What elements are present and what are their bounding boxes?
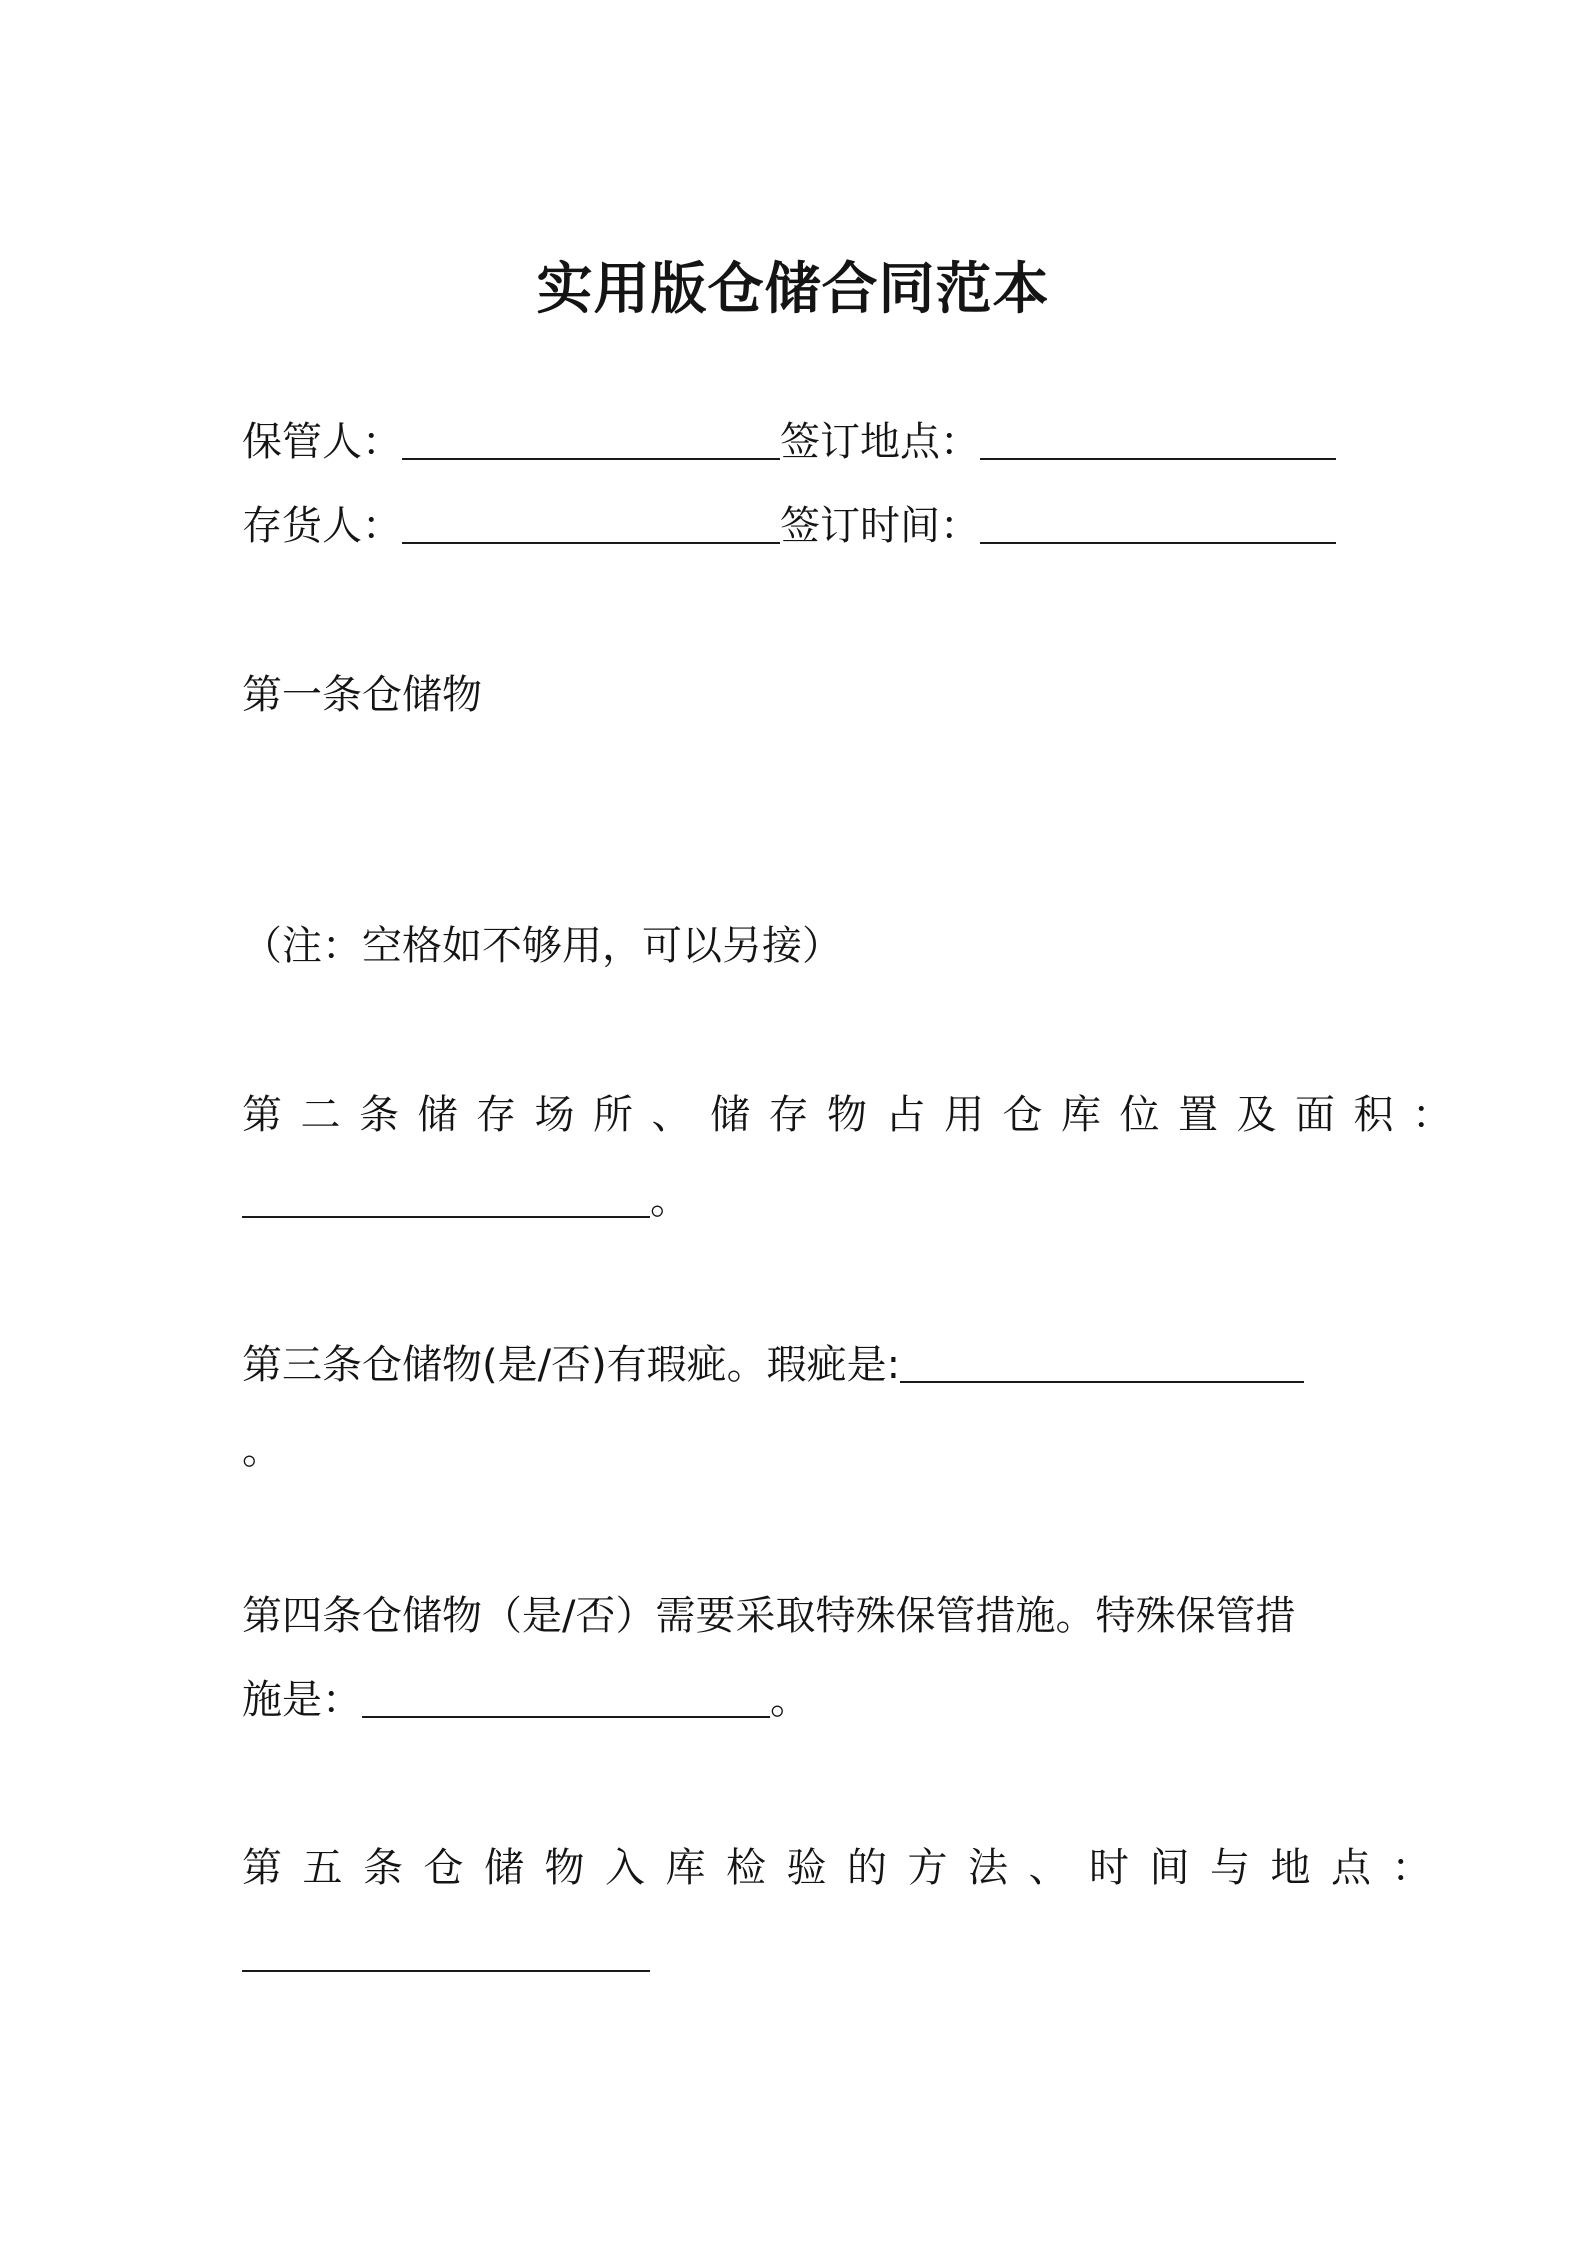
keeper-blank-line[interactable] [402,418,780,460]
signing-place-label: 签订地点： [780,419,980,465]
clause-5-answer-row [242,1926,650,1982]
clause-1-heading: 第一条仓储物 [242,672,482,718]
clause-4-line-2-row [242,1672,810,1728]
signing-time-label: 签订时间： [780,503,980,549]
clause-4-line-2: 施是： [242,1677,362,1723]
depositor-label: 存货人： [242,503,402,549]
clause-2-text: 第二条储存场所、储存物占用仓库位置及面积： [242,1092,1471,1138]
header-row-depositor [242,498,1336,554]
document-title: 实用版仓储合同范本 [536,257,1050,322]
clause-1-note: （注：空格如不够用，可以另接） [242,923,842,969]
header-row-keeper [242,414,1336,470]
clause-5-text: 第五条仓储物入库检验的方法、时间与地点： [242,1845,1452,1891]
clause-5-blank-line[interactable] [242,1930,650,1972]
signing-place-blank-line[interactable] [980,418,1336,460]
clause-2-blank-line[interactable] [242,1176,650,1218]
clause-4-blank-line[interactable] [362,1676,770,1718]
keeper-label: 保管人： [242,419,402,465]
clause-3-text: 第三条仓储物(是/否)有瑕疵。瑕疵是: [242,1342,901,1388]
clause-2-answer-row [242,1172,690,1228]
clause-4-period: 。 [770,1677,810,1723]
signing-time-blank-line[interactable] [980,502,1336,544]
clause-3-row [242,1337,1304,1393]
clause-3-blank-line[interactable] [900,1341,1304,1383]
clause-3-period: 。 [242,1427,282,1473]
depositor-blank-line[interactable] [402,502,780,544]
clause-2-period: 。 [650,1177,690,1223]
clause-4-line-1: 第四条仓储物（是/否）需要采取特殊保管措施。特殊保管措 [242,1593,1296,1639]
